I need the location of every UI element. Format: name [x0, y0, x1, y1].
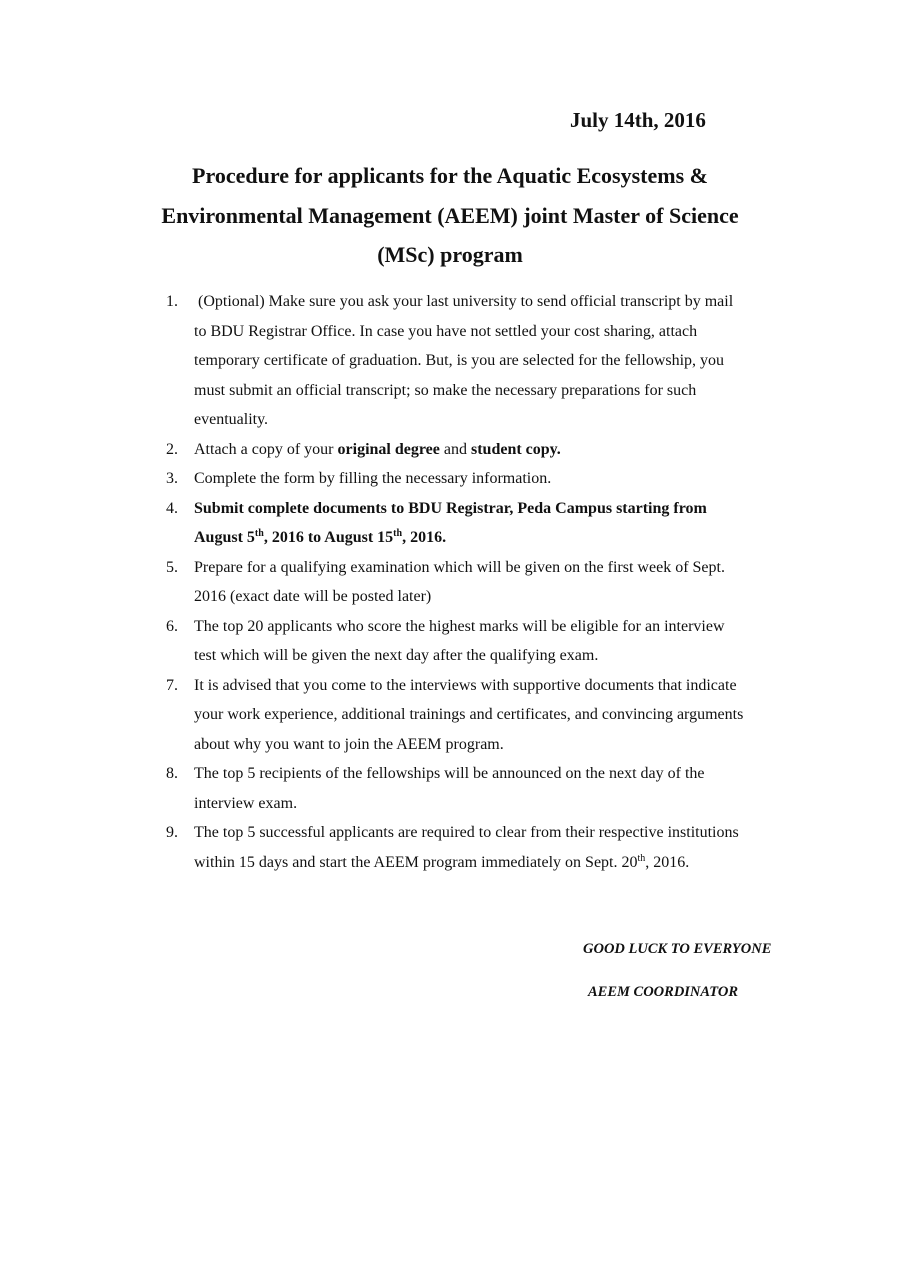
procedure-item-1: [166, 287, 786, 435]
item-number: 6.: [166, 617, 178, 635]
item-text-line: interview exam.: [194, 794, 298, 812]
item-text-line: eventuality.: [194, 411, 269, 428]
item-bold-line: [194, 523, 786, 553]
procedure-item-3: [166, 464, 786, 494]
item-bold-text: original degree: [337, 440, 440, 458]
superscript: th: [254, 528, 264, 539]
item-text-line: must submit an official transcript; so make the necessary preparations for such: [194, 381, 697, 399]
item-text: , 2016 to August 15: [263, 529, 394, 546]
title-line-2: Environmental Management (AEEM) joint Master of Science: [161, 202, 739, 228]
item-text: and: [439, 440, 471, 458]
item-bold-text: student copy.: [470, 440, 561, 458]
item-text-line: It is advised that you come to the interviews with supportive documents that indicate: [194, 676, 737, 694]
title-line-1: Procedure for applicants for the Aquatic Ecosystems &: [192, 163, 708, 188]
procedure-item-4: [166, 494, 786, 553]
item-text: August 5: [194, 529, 255, 546]
procedure-item-8: [166, 759, 786, 818]
item-number: 1.: [166, 293, 178, 310]
item-number: 7.: [166, 676, 178, 694]
coordinator-signature: AEEM COORDINATOR: [588, 984, 739, 1000]
good-luck-note: GOOD LUCK TO EVERYONE: [583, 941, 772, 957]
item-text: , 2016.: [402, 529, 447, 546]
document-date: July 14th, 2016: [570, 108, 706, 132]
item-text-line: about why you want to join the AEEM program.: [194, 735, 504, 753]
item-number: 5.: [166, 558, 178, 576]
document-title: [140, 156, 760, 275]
procedure-item-2: [166, 435, 786, 465]
item-text-line: 2016 (exact date will be posted later): [194, 588, 432, 605]
superscript: th: [637, 852, 646, 864]
item-text-line: The top 5 recipients of the fellowships will be announced on the next day of the: [194, 765, 705, 782]
procedure-item-5: [166, 553, 786, 612]
item-text-line: temporary certificate of graduation. But, is you are selected for the fellowship, you: [194, 352, 725, 369]
item-number: 8.: [166, 765, 178, 782]
superscript: th: [393, 528, 403, 539]
procedure-item-7: [166, 671, 786, 760]
item-bold-line: Submit complete documents to BDU Registrar, Peda Campus starting from: [194, 499, 707, 517]
item-text-line: your work experience, additional trainings and certificates, and convincing arguments: [194, 706, 744, 723]
procedure-item-6: [166, 612, 786, 671]
item-text-line: test which will be given the next day after the qualifying exam.: [194, 647, 599, 664]
item-number: 3.: [166, 470, 178, 487]
item-text-line: (Optional) Make sure you ask your last university to send official transcript by mail: [194, 293, 734, 310]
item-text-line: to BDU Registrar Office. In case you have not settled your cost sharing, attach: [194, 322, 698, 340]
item-text-line: [194, 848, 786, 878]
item-text-line: The top 5 successful applicants are required to clear from their respective institutions: [194, 824, 739, 841]
item-number: 4.: [166, 499, 178, 517]
item-number: 2.: [166, 440, 178, 458]
procedure-item-9: [166, 818, 786, 877]
title-line-3: (MSc) program: [377, 242, 523, 267]
item-text: Attach a copy of your: [194, 440, 338, 458]
item-text-line: Prepare for a qualifying examination which will be given on the first week of Sept.: [194, 558, 725, 576]
item-text-line: Complete the form by filling the necessary information.: [194, 470, 552, 487]
item-text: within 15 days and start the AEEM program immediately on Sept. 20: [194, 853, 638, 871]
procedure-list: [166, 287, 786, 877]
item-text: , 2016.: [645, 853, 690, 871]
item-text-line: [194, 435, 786, 465]
item-number: 9.: [166, 824, 178, 841]
item-text-line: The top 20 applicants who score the highest marks will be eligible for an interview: [194, 617, 725, 635]
